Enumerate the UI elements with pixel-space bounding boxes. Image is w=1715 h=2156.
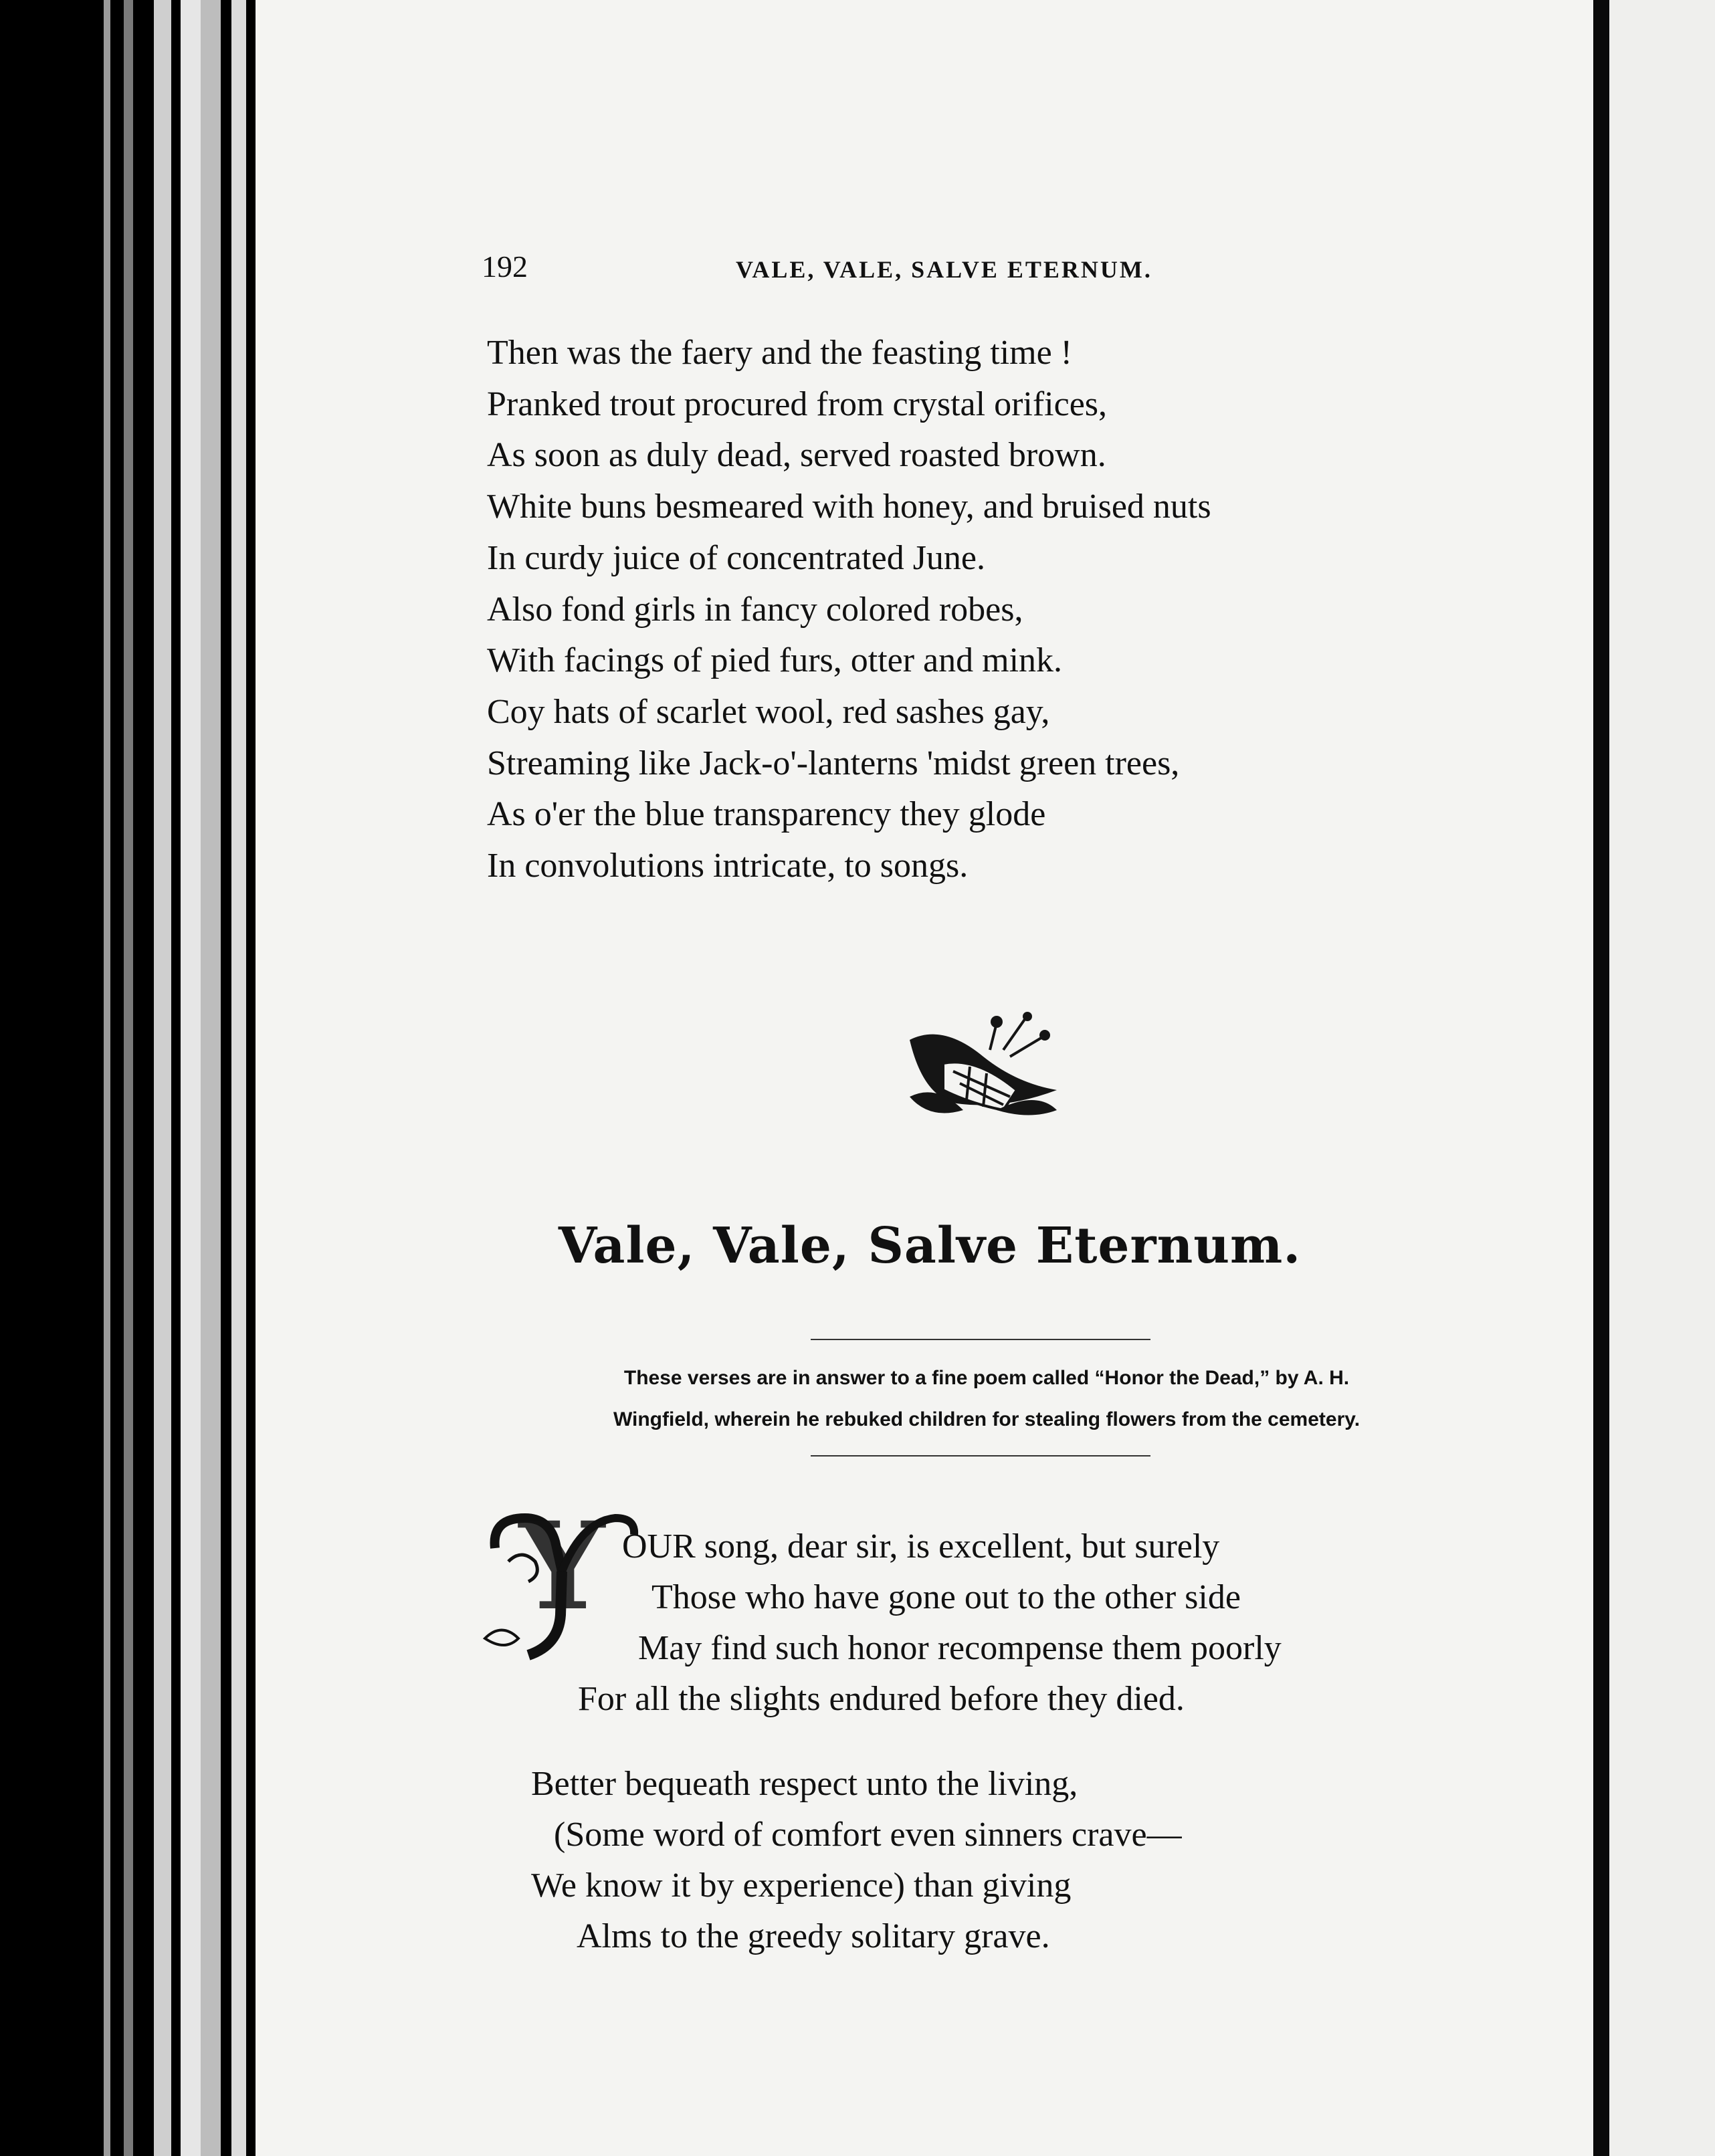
verse-line: With facings of pied furs, otter and mink. [487,641,1063,680]
page-edge [181,0,201,2156]
facing-page-edge [1609,0,1715,2156]
stanza-1 [482,1521,1485,1725]
page-edge [154,0,171,2156]
verse-line: Pranked trout procured from crystal orifices, [487,385,1108,423]
page-edge [124,0,133,2156]
running-title: VALE, VALE, SALVE ETERNUM. [736,256,1152,283]
drop-cap-letter: Y [518,1508,605,1637]
epigraph-line: These verses are in answer to a fine poem called “Honor the Dead,” by A. H. [623,1367,1350,1389]
verse-line: Better bequeath respect unto the living, [531,1765,1078,1803]
flower-basket-ornament [903,1010,1064,1123]
verse-line: May find such honor recompense them poorly [638,1629,1282,1667]
verse-line: Alms to the greedy solitary grave. [577,1917,1050,1955]
verse-line: OUR song, dear sir, is excellent, but surely [622,1527,1220,1566]
previous-poem-ending [487,328,1490,892]
divider-bottom [811,1455,1150,1457]
verse-line: For all the slights endured before they died. [578,1680,1185,1718]
divider-top [811,1339,1150,1340]
verse-line: As o'er the blue transparency they glode [487,795,1046,834]
running-head [482,249,1472,289]
stanza-2 [482,1759,1485,1962]
epigraph [508,1358,1465,1440]
page-edge [231,0,246,2156]
page-edge [104,0,110,2156]
epigraph-line: Wingfield, wherein he rebuked children for stealing flowers from the cemetery. [613,1408,1360,1430]
verse-line: In curdy juice of concentrated June. [487,538,986,577]
verse-line: Streaming like Jack-o'-lanterns 'midst green trees, [487,744,1180,782]
page-edge [201,0,221,2156]
verse-line: Then was the faery and the feasting time ! [487,334,1072,372]
verse-line: Also fond girls in fancy colored robes, [487,590,1023,629]
verse-line: As soon as duly dead, served roasted brown. [487,436,1106,475]
gutter [1593,0,1609,2156]
verse-line: White buns besmeared with honey, and bruised nuts [487,488,1211,526]
verse-line: In convolutions intricate, to songs. [487,847,969,885]
verse-line: Coy hats of scarlet wool, red sashes gay, [487,692,1050,731]
verse-line: We know it by experience) than giving [531,1866,1072,1905]
verse-line: Those who have gone out to the other side [651,1578,1241,1616]
page-number: 192 [482,249,528,284]
poem-title: Vale, Vale, Salve Eternum. [558,1217,1302,1275]
book-spine [0,0,268,2156]
verse-line: (Some word of comfort even sinners crave— [554,1816,1182,1854]
